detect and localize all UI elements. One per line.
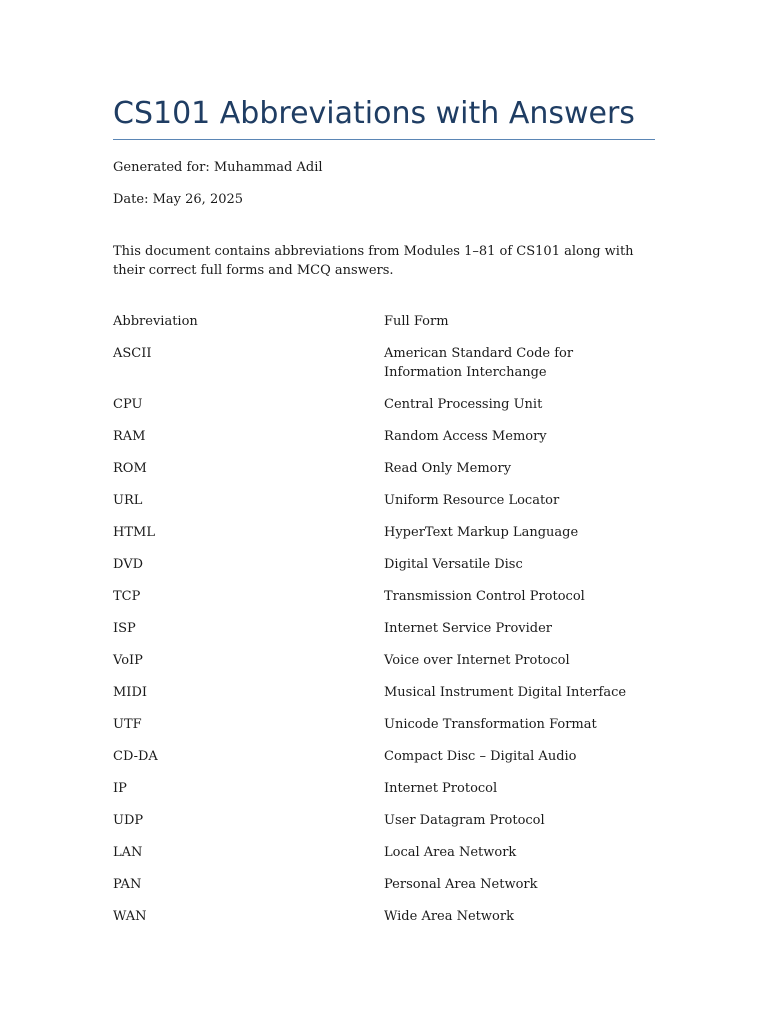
abbreviation-cell: LAN [113, 844, 143, 860]
intro-paragraph: This document contains abbreviations from Modules 1–81 of CS101 along with their correct full forms and MCQ answers. [113, 244, 634, 278]
full-form-cell: American Standard Code for Information Interchange [384, 346, 574, 380]
full-form-cell: HyperText Markup Language [384, 524, 579, 540]
full-form-cell: Read Only Memory [384, 460, 512, 476]
full-form-cell: Central Processing Unit [384, 396, 543, 412]
table-row [113, 748, 655, 780]
abbreviation-cell: PAN [113, 876, 142, 892]
full-form-cell: Personal Area Network [384, 876, 538, 892]
abbreviation-cell: ASCII [113, 346, 152, 361]
full-form-cell: Voice over Internet Protocol [384, 652, 570, 668]
table-row [113, 345, 655, 396]
full-form-cell: Random Access Memory [384, 428, 547, 444]
table-row [113, 428, 655, 460]
abbreviation-cell: HTML [113, 524, 155, 540]
full-form-cell: Digital Versatile Disc [384, 556, 523, 572]
abbreviation-cell: UTF [113, 716, 142, 732]
abbreviation-cell: URL [113, 492, 143, 508]
full-form-cell: Unicode Transformation Format [384, 716, 597, 732]
title-divider [113, 139, 655, 140]
date-line: Date: May 26, 2025 [113, 192, 244, 207]
abbreviation-cell: TCP [113, 588, 141, 604]
abbreviation-cell: VoIP [113, 652, 143, 668]
table-row [113, 620, 655, 652]
full-form-cell: Local Area Network [384, 844, 517, 860]
table-row [113, 588, 655, 620]
table-body [113, 345, 655, 940]
table-header-row [113, 313, 655, 345]
table-row [113, 492, 655, 524]
document-title: CS101 Abbreviations with Answers [113, 96, 635, 131]
full-form-cell: Uniform Resource Locator [384, 492, 560, 508]
table-row [113, 524, 655, 556]
full-form-cell: Musical Instrument Digital Interface [384, 684, 627, 700]
table-row [113, 844, 655, 876]
abbreviation-cell: CD-DA [113, 748, 158, 764]
table-row [113, 716, 655, 748]
table-row [113, 908, 655, 940]
header-abbreviation: Abbreviation [113, 314, 198, 329]
table-row [113, 396, 655, 428]
abbreviation-cell: RAM [113, 428, 146, 444]
abbreviation-cell: MIDI [113, 684, 148, 700]
generated-for-line: Generated for: Muhammad Adil [113, 160, 323, 175]
abbreviation-cell: ROM [113, 460, 147, 476]
abbreviation-cell: ISP [113, 620, 136, 636]
abbreviation-cell: CPU [113, 396, 143, 412]
full-form-cell: Wide Area Network [384, 908, 514, 924]
table-row [113, 812, 655, 844]
table-row [113, 460, 655, 492]
full-form-cell: Internet Service Provider [384, 620, 553, 636]
table-row [113, 652, 655, 684]
header-full-form: Full Form [384, 314, 449, 329]
full-form-cell: User Datagram Protocol [384, 812, 545, 828]
abbreviations-table [113, 313, 655, 940]
full-form-cell: Internet Protocol [384, 780, 498, 796]
abbreviation-cell: IP [113, 780, 127, 796]
abbreviation-cell: WAN [113, 908, 147, 924]
table-row [113, 684, 655, 716]
table-row [113, 556, 655, 588]
full-form-cell: Compact Disc – Digital Audio [384, 748, 577, 764]
full-form-cell: Transmission Control Protocol [384, 588, 585, 604]
abbreviation-cell: UDP [113, 812, 144, 828]
abbreviation-cell: DVD [113, 556, 144, 572]
table-row [113, 780, 655, 812]
table-row [113, 876, 655, 908]
